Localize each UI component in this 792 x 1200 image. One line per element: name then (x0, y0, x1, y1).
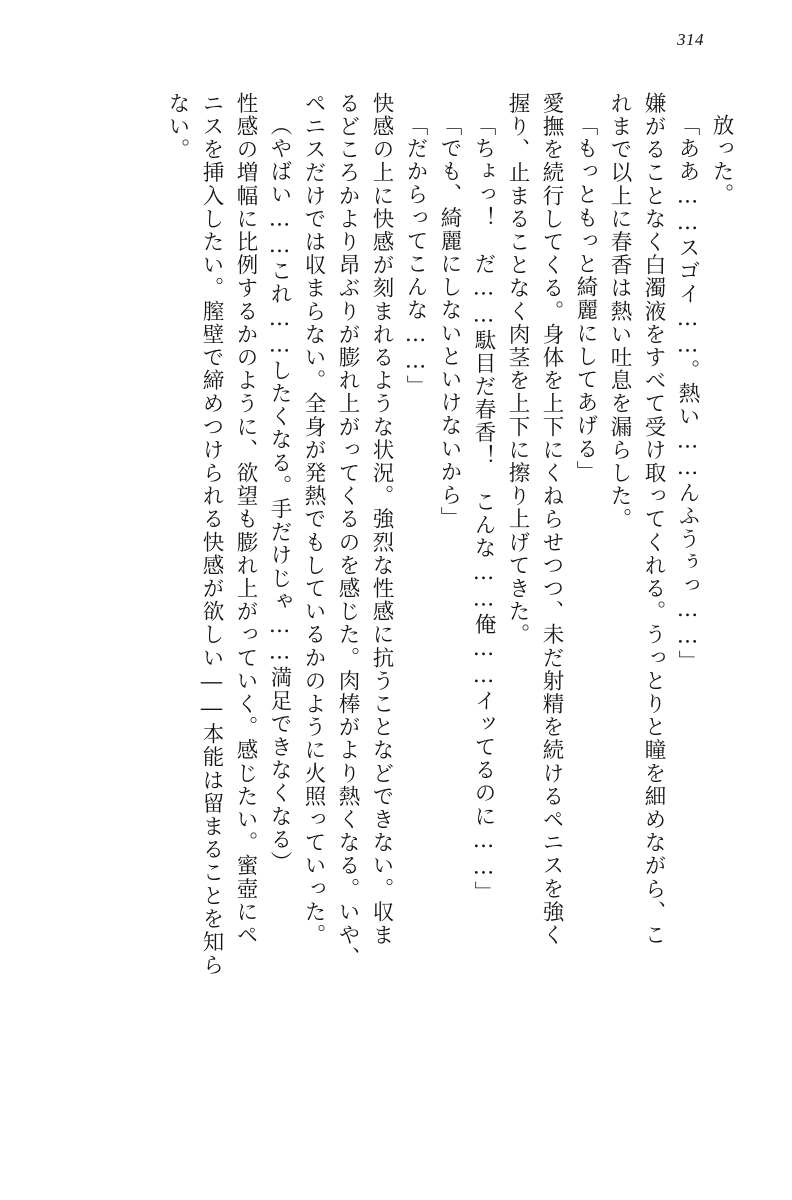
text-column: 快感の上に快感が刻まれるような状況。強烈な性感に抗うことなどできない。収ま (369, 92, 394, 947)
text-column: ない。 (165, 92, 190, 162)
text-column: 「ちょっ！ だ……駄目だ春香！ こんな……俺……イッてるのに……」 (471, 114, 496, 905)
text-column: 性感の増幅に比例するかのように、欲望も膨れ上がっていく。感じたい。蜜壺にペ (233, 92, 258, 947)
text-column: （やばい……これ……したくなる。手だけじゃ……満足できなくなる） (267, 114, 292, 875)
text-column: 「でも、綺麗にしないといけないから」 (437, 114, 462, 530)
text-column: れまで以上に春香は熱い吐息を漏らした。 (607, 92, 632, 531)
text-column: 握り、止まることなく肉茎を上下に擦り上げてきた。 (505, 92, 530, 647)
text-column: るどころかより昂ぶりが膨れ上がってくるのを感じた。肉棒がより熱くなる。いや、 (335, 92, 360, 970)
text-column: 放った。 (709, 114, 734, 207)
vertical-text-body (60, 92, 732, 1162)
page-number: 314 (677, 30, 704, 49)
text-column: 愛撫を続行してくる。身体を上下にくねらせつつ、未だ射精を続けるペニスを強く (539, 92, 564, 947)
text-column: 「ああ……スゴイ……。熱い……んふうぅっ……」 (675, 114, 700, 674)
text-column: ニスを挿入したい。膣壁で締めつけられる快感が欲しい――本能は留まることを知ら (199, 92, 224, 977)
text-column: ペニスだけでは収まらない。全身が発熱でもしているかのように火照っていった。 (301, 92, 326, 947)
text-column: 「もっともっと綺麗にしてあげる」 (573, 114, 598, 484)
text-column: 嫌がることなく白濁液をすべて受け取ってくれる。うっとりと瞳を細めながら、こ (641, 92, 666, 947)
text-column: 「だからってこんな……」 (403, 114, 428, 399)
